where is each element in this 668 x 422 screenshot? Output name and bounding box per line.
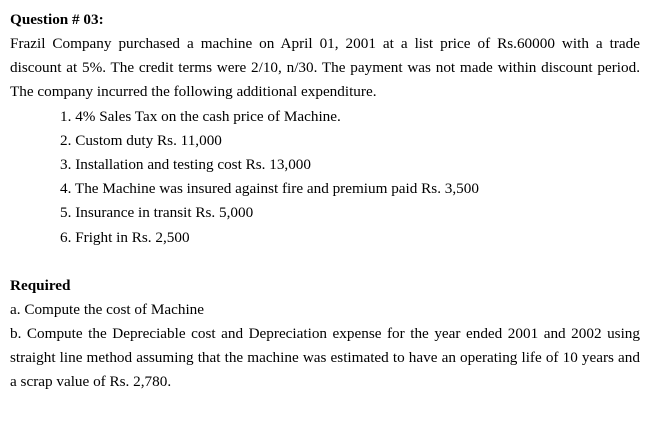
expenditure-item: 4. The Machine was insured against fire and premium paid Rs. 3,500 (60, 180, 479, 198)
required-item-b: b. Compute the Depreciable cost and Depreciation expense for the year ended 2001 and 2002 using straight line method assuming that the machine was estimated to have an operating life of 10 years and a scrap value of Rs. 2,780. (10, 324, 640, 391)
expenditure-item: 1. 4% Sales Tax on the cash price of Machine. (60, 107, 341, 125)
expenditure-item: 5. Insurance in transit Rs. 5,000 (60, 204, 254, 222)
required-item-a: a. Compute the cost of Machine (10, 300, 205, 318)
expenditure-item: 6. Fright in Rs. 2,500 (60, 228, 190, 246)
question-document (10, 8, 640, 395)
question-title: Question # 03: (10, 11, 104, 28)
expenditure-item: 2. Custom duty Rs. 11,000 (60, 131, 222, 149)
question-body: Frazil Company purchased a machine on April 01, 2001 at a list price of Rs.60000 with a trade discount at 5%. The credit terms were 2/10, n/30. The payment was not made within discount period. The company incurred the following additional expenditure. (10, 35, 640, 101)
required-title: Required (10, 276, 71, 294)
expenditure-item: 3. Installation and testing cost Rs. 13,000 (60, 155, 311, 173)
expenditure-list (10, 105, 640, 250)
section-spacer (10, 250, 640, 274)
